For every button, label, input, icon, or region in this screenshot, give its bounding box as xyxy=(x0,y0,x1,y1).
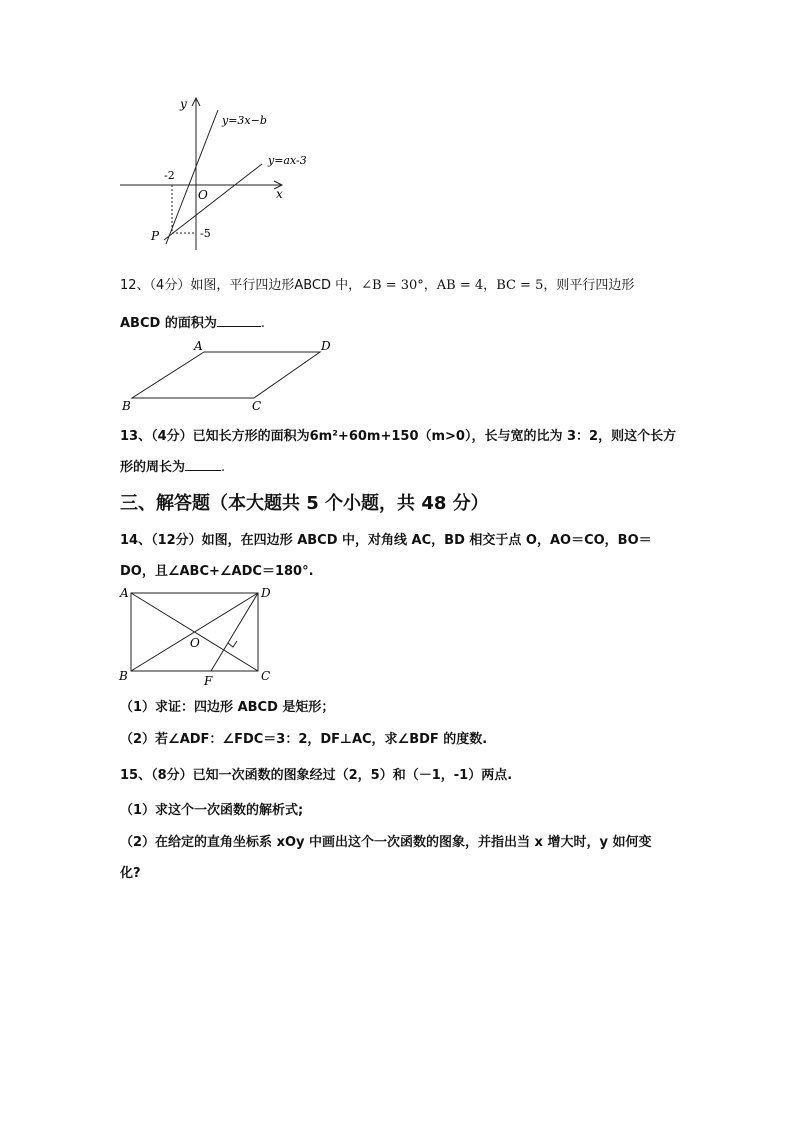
coordinate-graph-figure xyxy=(110,92,330,252)
parallelogram-shape xyxy=(132,352,320,398)
q12-sep2: ， xyxy=(483,278,497,293)
q13-text-a: 13、（4分）已知长方形的面积为 xyxy=(120,429,310,444)
q15-line1: 15、（8分）已知一次函数的图象经过（2，5）和（－1，-1）两点. xyxy=(120,768,513,783)
y-axis-label: y xyxy=(180,97,187,111)
q12-ab: AB = 4 xyxy=(436,278,484,293)
point-f-label: F xyxy=(204,674,213,688)
q12-text-a: 12、（4分）如图，平行四边形ABCD 中， xyxy=(120,278,362,293)
line2-label: y=ax-3 xyxy=(268,154,307,167)
q13-answer-blank[interactable] xyxy=(185,470,221,471)
section3-title: 三、解答题（本大题共 5 个小题，共 48 分） xyxy=(120,493,489,514)
q13-line1 xyxy=(120,425,676,444)
segment-df xyxy=(211,593,258,671)
q15-part1: （1）求这个一次函数的解析式; xyxy=(120,803,304,818)
q12-answer-blank[interactable] xyxy=(217,326,261,327)
q12-angle: ∠B = 30° xyxy=(361,278,424,293)
q12-text-b: ，则平行四边形 xyxy=(543,278,635,293)
vertex-c-label: C xyxy=(261,669,271,683)
q12-text-c: ABCD 的面积为 xyxy=(120,316,217,331)
rectangle-figure xyxy=(116,584,286,688)
q15-part2: （2）在给定的直角坐标系 xOy 中画出这个一次函数的图象，并指出当 x 增大时，y 如何变 xyxy=(120,835,652,850)
tick-y-label: -5 xyxy=(200,227,211,240)
parallelogram-figure xyxy=(118,336,338,414)
q14-line2: DO，且∠ABC+∠ADC＝180°. xyxy=(120,564,314,579)
right-angle-mark xyxy=(228,641,237,647)
q12-sep1: ， xyxy=(423,278,437,293)
vertex-a-label: A xyxy=(120,586,129,600)
q12-line1 xyxy=(120,274,634,293)
q13-text-c: 形的周长为 xyxy=(120,460,186,475)
tick-x-label: -2 xyxy=(164,169,175,182)
line1-label: y=3x−b xyxy=(222,114,267,127)
vertex-b-label: B xyxy=(119,669,128,683)
vertex-b-label: B xyxy=(122,399,131,413)
vertex-a-label: A xyxy=(194,339,203,353)
x-axis-label: x xyxy=(276,187,283,201)
q14-part1: （1）求证：四边形 ABCD 是矩形； xyxy=(120,700,335,715)
vertex-c-label: C xyxy=(252,399,262,413)
q13-expression: 6m²+60m+150（m>0） xyxy=(309,429,472,444)
q12-line2 xyxy=(120,312,265,331)
q14-part2: （2）若∠ADF：∠FDC＝3：2，DF⊥AC，求∠BDF 的度数. xyxy=(120,732,488,747)
q12-end: . xyxy=(260,316,265,331)
q13-text-b: ，长与宽的比为 3：2，则这个长方 xyxy=(471,429,677,444)
vertex-d-label: D xyxy=(321,339,331,353)
q13-line2 xyxy=(120,456,225,475)
point-o-label: O xyxy=(190,636,200,650)
vertex-d-label: D xyxy=(261,586,271,600)
origin-label: O xyxy=(198,188,208,202)
point-p-label: P xyxy=(151,229,160,243)
q13-end: . xyxy=(221,460,226,475)
q15-part2-cont: 化? xyxy=(120,866,141,881)
q12-bc: BC = 5 xyxy=(496,278,544,293)
line-y-ax-3 xyxy=(164,164,262,240)
q14-line1: 14、（12分）如图，在四边形 ABCD 中，对角线 AC，BD 相交于点 O，AO＝CO，BO＝ xyxy=(120,533,652,548)
